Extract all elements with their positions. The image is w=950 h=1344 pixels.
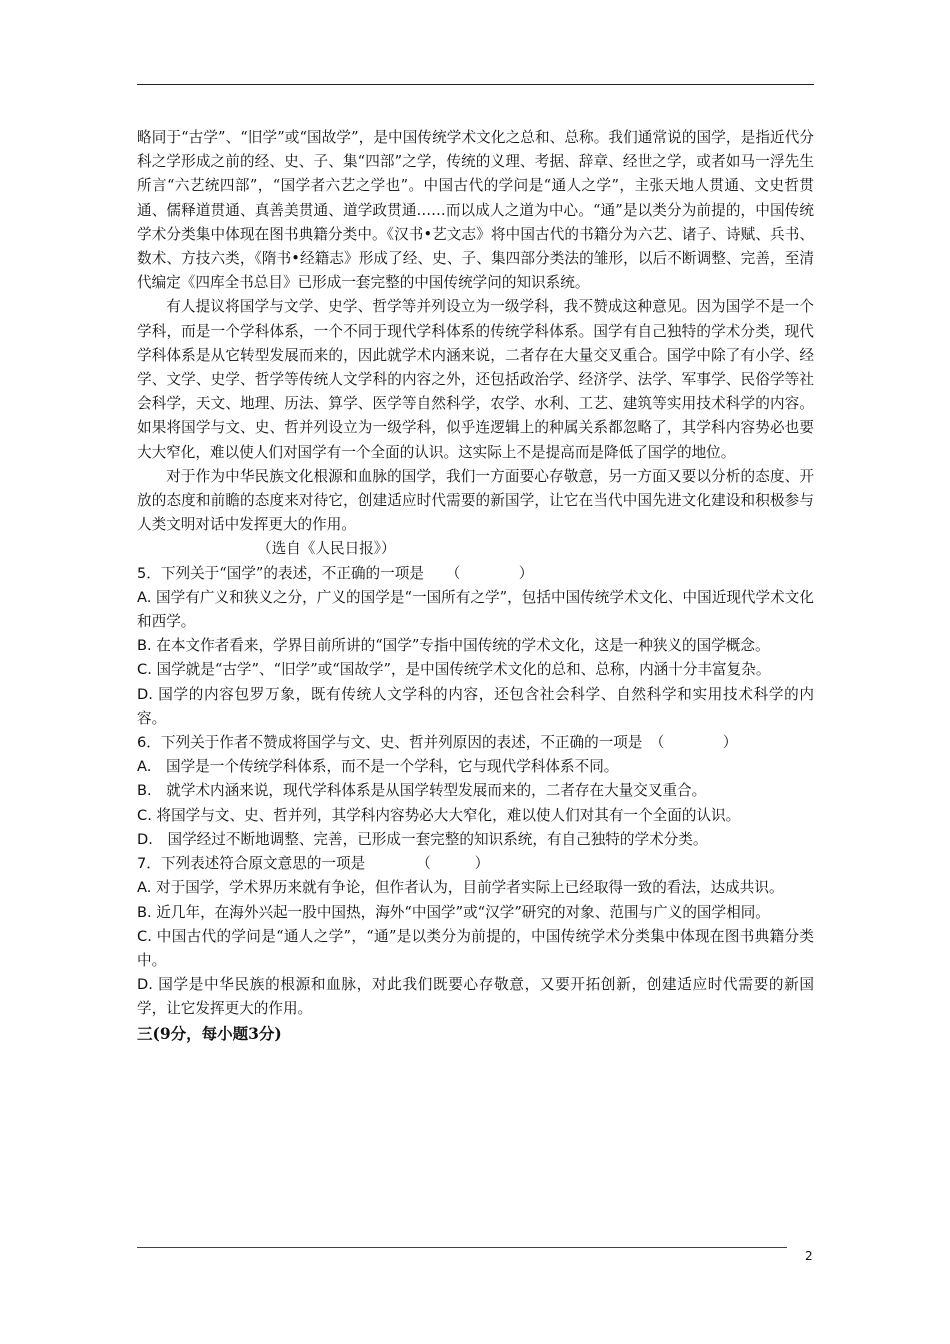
question-6-stem [137, 731, 814, 755]
question-text: 下列关于作者不赞成将国学与文、史、哲并列原因的表述，不正确的一项是 （ ） [160, 734, 738, 752]
option-label: C. [137, 806, 152, 824]
option-label: D. [137, 976, 153, 994]
section-heading: 三(9分，每小题3分) [137, 1023, 282, 1043]
question-6-option-a [137, 755, 814, 779]
option-text: 就学术内涵来说，现代学科体系是从国学转型发展而来的，二者存在大量交叉重合。 [151, 782, 707, 800]
page-number: 2 [805, 1249, 813, 1263]
document-body [137, 126, 814, 1046]
passage-paragraph-1: 略同于“古学”、“旧学”或“国故学”，是中国传统学术文化之总和、总称。我们通常说的国学，是指近代分科之学形成之前的经、史、子、集“四部”之学，传统的义理、考据、辞章、经世之学，或者如马一浮先生所言“六艺统四部”，“国学者六艺之学也”。中国古代的学问是“通人之学”，主张天地人贯通、文史哲贯通、儒释道贯通、真善美贯通、道学政贯通……而以成人之道为中心。“通”是以类分为前提的，中国传统学术分类集中体现在图书典籍分类中。《汉书•艺文志》将中国古代的书籍分为六艺、诸子、诗赋、兵书、数术、方技六类，《隋书•经籍志》形成了经、史、子、集四部分类法的雏形，以后不断调整、完善，至清代编定《四库全书总目》已形成一套完整的中国传统学问的知识系统。 [137, 129, 814, 292]
question-6-option-b [137, 779, 814, 803]
option-label: A. [137, 758, 152, 776]
question-text: 下列表述符合原文意思的一项是 （ ） [160, 855, 490, 873]
question-5-option-b [137, 634, 814, 658]
question-5-option-d [137, 683, 814, 731]
option-label: C. [137, 661, 152, 679]
option-label: B. [137, 903, 152, 921]
question-7-stem [137, 852, 814, 876]
passage-paragraph-2: 有人提议将国学与文学、史学、哲学等并列设立为一级学科，我不赞成这种意见。因为国学不是一个学科，而是一个学科体系，一个不同于现代学科体系的传统学科体系。国学有自己独特的学术分类，现代学科体系是从它转型发展而来的，因此就学术内涵来说，二者存在大量交叉重合。国学中除了有小学、经学、文学、史学、哲学等传统人文学科的内容之外，还包括政治学、经济学、法学、军事学、民俗学等社会科学，天文、地理、历法、算学、医学等自然科学，农学、水利、工艺、建筑等实用技术科学的内容。如果将国学与文、史、哲并列设立为一级学科，似乎连逻辑上的种属关系都忽略了，其学科内容势必也要大大窄化，难以使人们对国学有一个全面的认识。这实际上不是提高而是降低了国学的地位。 [137, 298, 814, 461]
option-text: 国学有广义和狭义之分，广义的国学是“一国所有之学”，包括中国传统学术文化、中国近现代学术文化和西学。 [137, 588, 814, 631]
question-number: 6． [137, 734, 161, 752]
option-text: 在本文作者看来，学界目前所讲的“国学”专指中国传统的学术文化，这是一种狭义的国学概念。 [151, 637, 770, 655]
option-text: 近几年，在海外兴起一股中国热，海外“中国学”或“汉学”研究的对象、范围与广义的国学相同。 [151, 903, 770, 921]
question-text: 下列关于“国学”的表述，不正确的一项是 （ ） [160, 564, 534, 582]
option-text: 将国学与文、史、哲并列，其学科内容势必大大窄化，难以使人们对其有一个全面的认识。 [151, 806, 741, 824]
question-number: 7． [137, 855, 161, 873]
option-text: 国学就是“古学”、“旧学”或“国故学”，是中国传统学术文化的总和、总称，内涵十分丰富复杂。 [151, 661, 771, 679]
question-7-option-a [137, 876, 814, 900]
question-6-option-d [137, 828, 814, 852]
option-label: D. [137, 685, 153, 703]
question-number: 5． [137, 564, 161, 582]
option-label: D. [137, 830, 153, 848]
question-5-option-a [137, 586, 814, 634]
question-7-option-b [137, 901, 814, 925]
option-text: 中国古代的学问是“通人之学”，“通”是以类分为前提的，中国传统学术分类集中体现在图书典籍分类中。 [137, 927, 814, 969]
option-label: C. [137, 927, 152, 945]
option-text: 国学是中华民族的根源和血脉，对此我们既要心存敬意，又要开拓创新，创建适应时代需要的新国学，让它发挥更大的作用。 [137, 976, 814, 1018]
option-text: 国学是一个传统学科体系，而不是一个学科，它与现代学科体系不同。 [151, 758, 619, 776]
question-7-option-c [137, 925, 814, 973]
option-text: 对于国学，学术界历来就有争论，但作者认为，目前学者实际上已经取得一致的看法，达成共识。 [151, 879, 784, 897]
option-label: A. [137, 879, 152, 897]
question-7-option-d [137, 973, 814, 1021]
option-text: 国学经过不断地调整、完善，已形成一套完整的知识系统，有自己独特的学术分类。 [152, 830, 708, 848]
question-5-stem [137, 562, 814, 586]
header-rule [137, 84, 814, 85]
passage-source: （选自《人民日报》） [257, 540, 396, 558]
passage-paragraph-3: 对于作为中华民族文化根源和血脉的国学，我们一方面要心存敬意，另一方面又要以分析的态度、开放的态度和前瞻的态度来对待它，创建适应时代需要的新国学，让它在当代中国先进文化建设和积极参与人类文明对话中发挥更大的作用。 [137, 467, 814, 534]
option-label: A. [137, 588, 152, 606]
footer-rule [137, 1247, 787, 1248]
option-text: 国学的内容包罗万象，既有传统人文学科的内容，还包含社会科学、自然科学和实用技术科学的内容。 [137, 685, 814, 727]
question-5-option-c [137, 658, 814, 682]
option-label: B. [137, 782, 152, 800]
option-label: B. [137, 637, 152, 655]
question-6-option-c [137, 804, 814, 828]
